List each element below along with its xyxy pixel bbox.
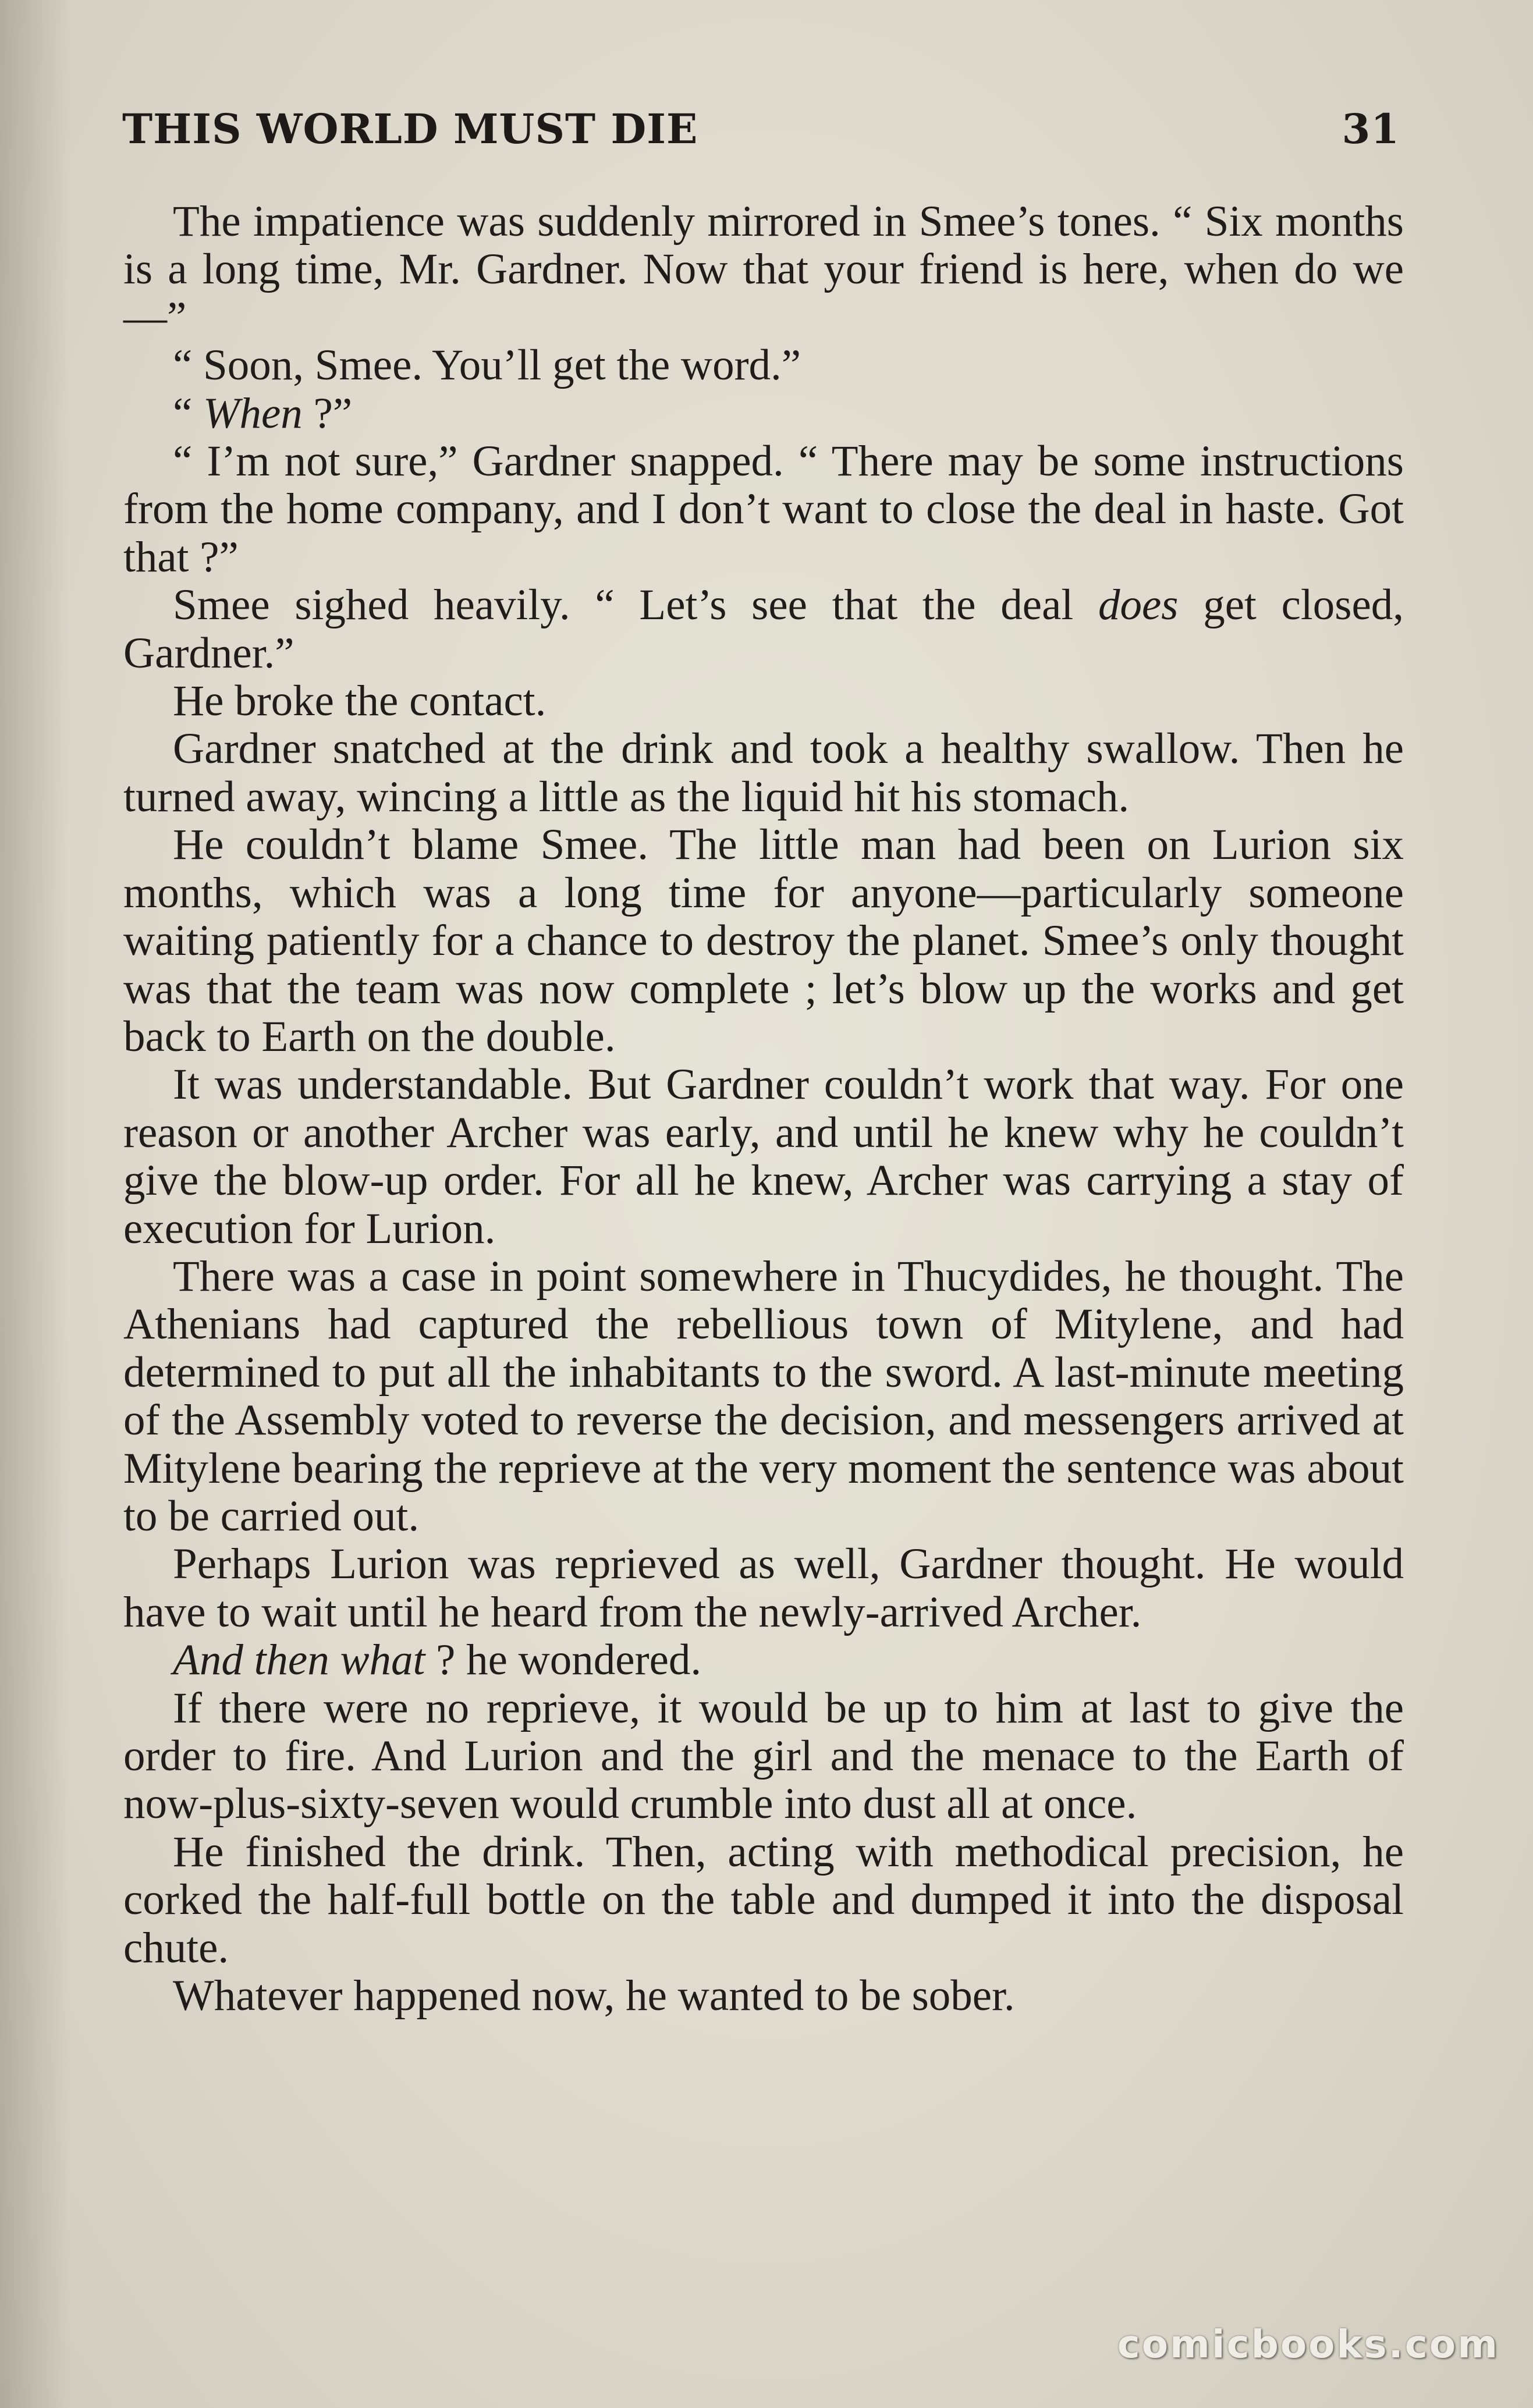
paragraph [123,725,1404,821]
text-run: Perhaps Lurion was reprieved as well, Gardner thought. He would have to wait until he heard from the newly-arrived Archer. [123,1540,1404,1636]
paragraph [123,1061,1404,1253]
paragraph [123,1972,1404,2020]
text-run: “ [173,389,204,438]
paragraph [123,342,1404,389]
watermark-logo: comicbooks.com [1117,2322,1499,2367]
paragraph [123,821,1404,1061]
text-run: If there were no reprieve, it would be up to him at last to give the order to fire. And Lurion and the girl and the menace to the Earth of now-plus-sixty-seven would crumble into dust all at once. [123,1684,1404,1828]
paragraph [123,1253,1404,1540]
paragraph [123,1540,1404,1636]
text-run: There was a case in point somewhere in Thucydides, he thought. The Athenians had captured the rebellious town of Mitylene, and had determined to put all the inhabitants to the sword. A last-minute meeting of the Assembly voted to reverse the decision, and messengers arrived at Mitylene bearing the reprieve at the very moment the sentence was about to be carried out. [123,1252,1404,1540]
italic-text: And then what [173,1636,425,1685]
text-run: The impatience was suddenly mirrored in Smee’s tones. “ Six months is a long time, Mr. Gardner. Now that your friend is here, when do we—” [123,197,1404,342]
page-number: 31 [1342,105,1400,153]
text-run: He couldn’t blame Smee. The little man had been on Lurion six months, which was a long time for anyone—particularly someone waiting patiently for a chance to destroy the planet. Smee’s only thought was that the team was now complete ; let’s blow up the works and get back to Earth on the double. [123,821,1404,1061]
italic-text: does [1098,581,1179,630]
text-run: ?” [302,389,353,438]
text-run: “ Soon, Smee. You’ll get the word.” [173,341,801,390]
paragraph [123,581,1404,677]
text-run: He finished the drink. Then, acting with methodical precision, he corked the half-full bottle on the table and dumped it into the disposal chute. [123,1827,1404,1972]
text-run: get closed, Gardner.” [123,581,1404,677]
text-run: Smee sighed heavily. “ Let’s see that the deal [173,581,1098,630]
text-run: He broke the contact. [173,677,547,726]
spine-shadow [0,0,70,2408]
paragraph [123,677,1404,725]
text-run: Gardner snatched at the drink and took a healthy swallow. Then he turned away, wincing a little as the liquid hit his stomach. [123,724,1404,821]
body-text [123,198,1404,2020]
paragraph [123,1636,1404,1684]
paragraph [123,198,1404,342]
running-title: THIS WORLD MUST DIE [122,105,698,153]
text-run: “ I’m not sure,” Gardner snapped. “ There may be some instructions from the home company, and I don’t want to close the deal in haste. Got that ?” [123,437,1404,581]
text-run: It was understandable. But Gardner couldn’t work that way. For one reason or another Archer was early, and until he knew why he couldn’t give the blow-up order. For all he knew, Archer was carrying a stay of execution for Lurion. [123,1060,1404,1253]
text-run: ? he wondered. [425,1636,702,1685]
paragraph [123,390,1404,438]
paragraph [123,1828,1404,1972]
paragraph [123,1685,1404,1828]
paragraph [123,438,1404,581]
text-run: Whatever happened now, he wanted to be sober. [173,1972,1015,2020]
italic-text: When [203,389,303,438]
running-header [122,105,1400,169]
